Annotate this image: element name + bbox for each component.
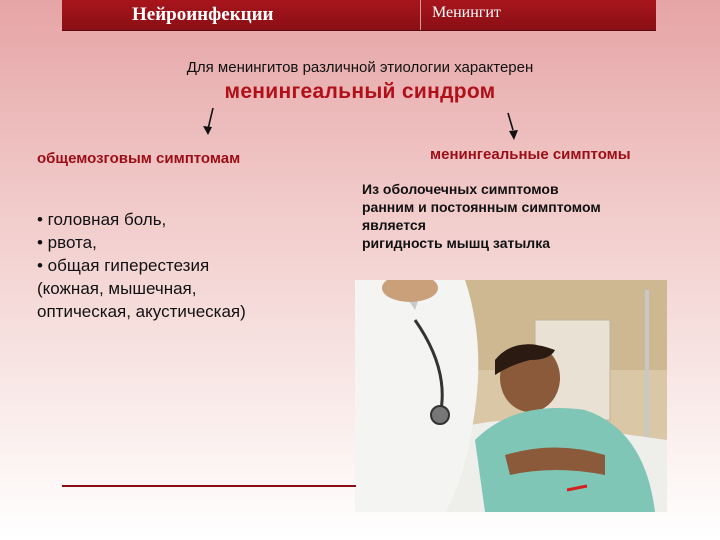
right-line: является: [362, 217, 426, 233]
header-subtitle: Менингит: [432, 4, 501, 21]
header-title: Нейроинфекции: [132, 4, 274, 25]
patient-photo: [355, 280, 667, 512]
symptom-detail-line: (кожная, мышечная,: [37, 279, 197, 298]
syndrome-title: менингеальный синдром: [224, 80, 496, 103]
right-line: ригидность мышц затылка: [362, 235, 550, 251]
right-line: ранним и постоянным симптомом: [362, 199, 601, 215]
symptom-detail-line: оптическая, акустическая): [37, 302, 246, 321]
symptom-list: [37, 208, 209, 277]
bottom-rule: [62, 485, 356, 487]
symptom-item: • общая гиперестезия: [37, 256, 210, 275]
left-arrow-icon: [203, 108, 213, 135]
symptom-detail: [37, 277, 246, 323]
left-heading: общемозговым симптомам: [37, 150, 241, 167]
intro-text: Для менингитов различной этиологии характерен: [186, 59, 534, 76]
symptom-item: • головная боль,: [37, 210, 167, 229]
patient-illustration: [355, 280, 667, 512]
right-arrow-icon: [508, 113, 518, 140]
right-heading: менингеальные симптомы: [430, 146, 631, 163]
symptom-item: • рвота,: [37, 233, 97, 252]
right-line: Из оболочечных симптомов: [362, 181, 559, 197]
right-description: [362, 180, 601, 252]
